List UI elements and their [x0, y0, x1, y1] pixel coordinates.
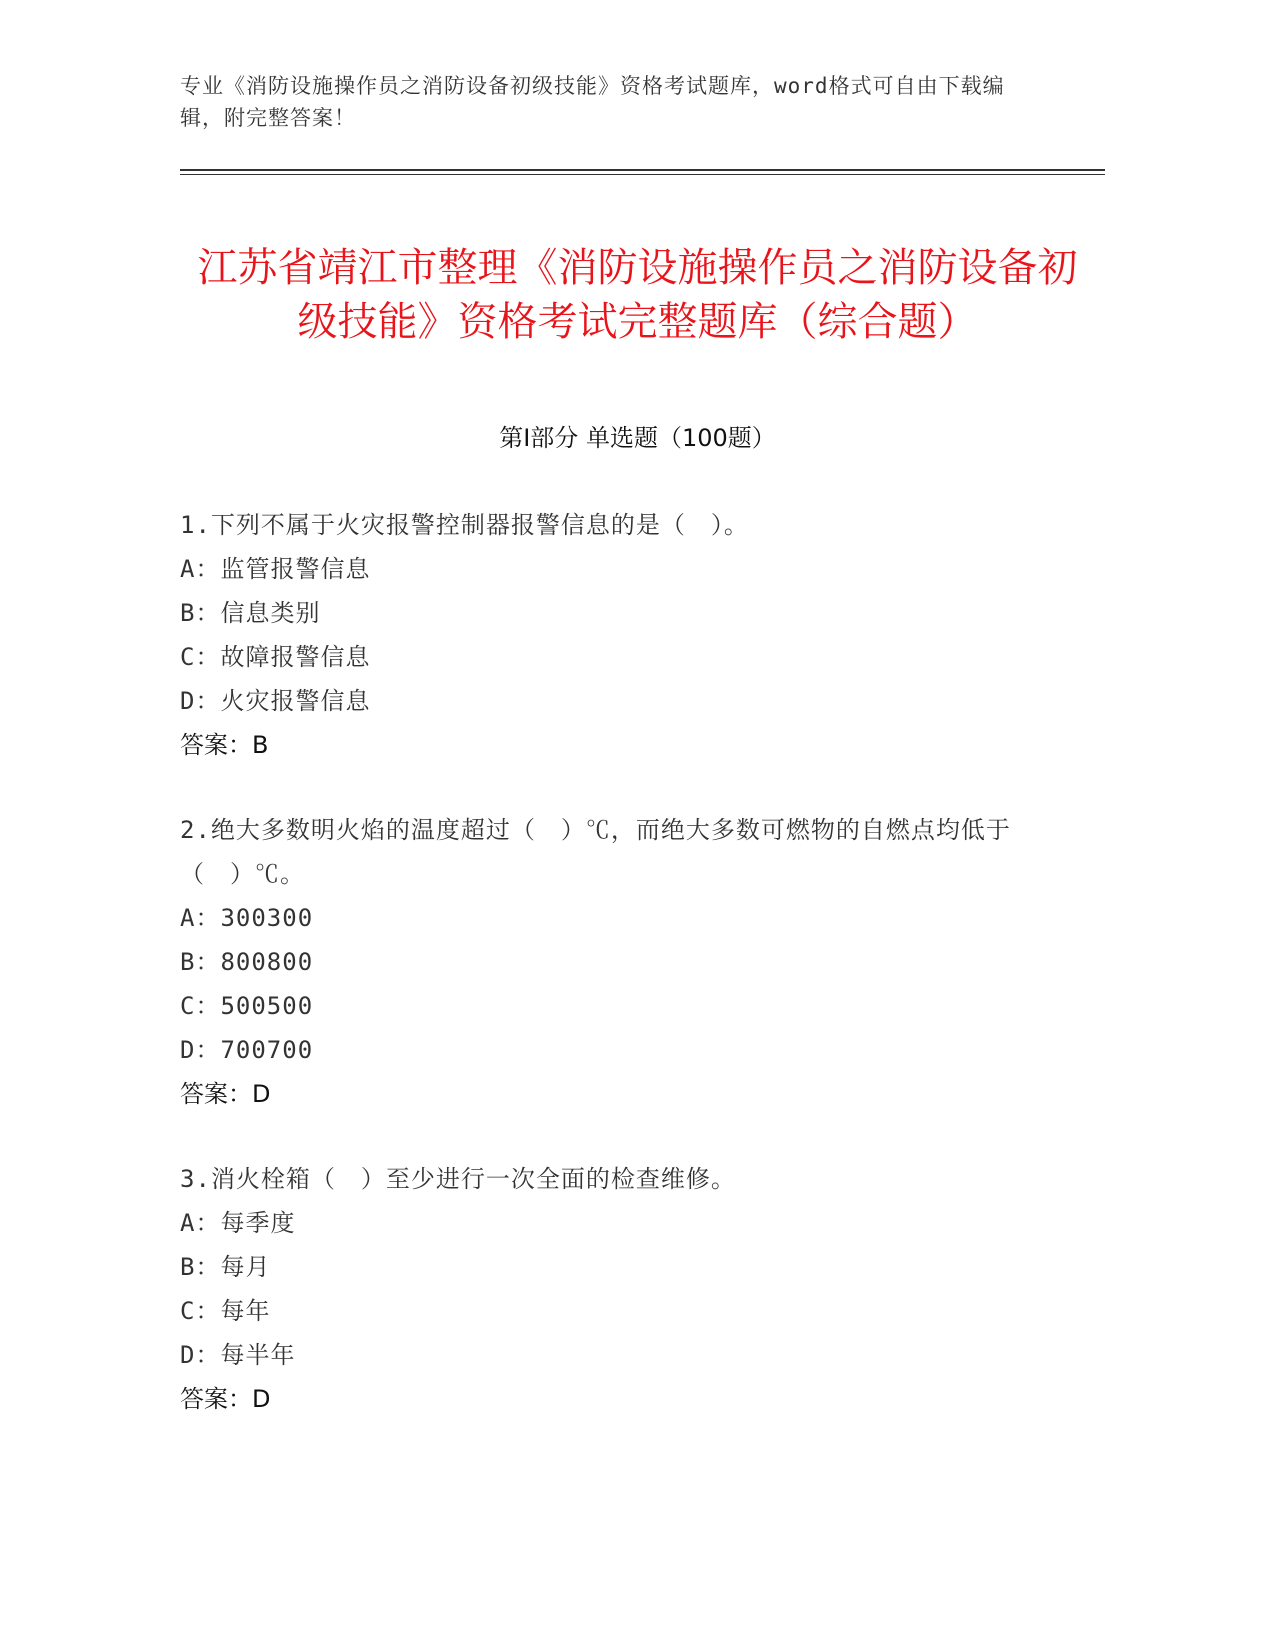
option-d: D：每半年 [180, 1341, 296, 1369]
document-title: 江苏省靖江市整理《消防设施操作员之消防设备初级技能》资格考试完整题库（综合题） [197, 244, 1078, 345]
question-2 [180, 808, 1040, 1116]
answer: 答案：D [180, 1385, 271, 1413]
option-a: A：300300 [180, 904, 314, 932]
option-a: A：每季度 [180, 1209, 296, 1237]
question-3 [180, 1157, 1040, 1421]
section-title: 第Ⅰ部分 单选题（100题） [499, 424, 776, 452]
option-c: C：500500 [180, 992, 314, 1020]
answer: 答案：D [180, 1080, 271, 1108]
question-text: 2.绝大多数明火焰的温度超过（ ）℃，而绝大多数可燃物的自燃点均低于（ ）℃。 [180, 816, 1011, 888]
header-divider-thin [180, 174, 1105, 175]
option-b: B：800800 [180, 948, 314, 976]
question-text: 3.消火栓箱（ ）至少进行一次全面的检查维修。 [180, 1165, 736, 1193]
option-d: D：700700 [180, 1036, 314, 1064]
answer: 答案：B [180, 731, 269, 759]
option-a: A：监管报警信息 [180, 555, 371, 583]
option-d: D：火灾报警信息 [180, 687, 371, 715]
option-b: B：信息类别 [180, 599, 321, 627]
option-c: C：故障报警信息 [180, 643, 371, 671]
option-b: B：每月 [180, 1253, 271, 1281]
question-1 [180, 503, 1040, 767]
question-text: 1.下列不属于火灾报警控制器报警信息的是（ ）。 [180, 511, 749, 539]
header-divider-thick [180, 169, 1105, 171]
header-note: 专业《消防设施操作员之消防设备初级技能》资格考试题库，word格式可自由下载编辑，附完整答案！ [180, 74, 1005, 130]
option-c: C：每年 [180, 1297, 271, 1325]
